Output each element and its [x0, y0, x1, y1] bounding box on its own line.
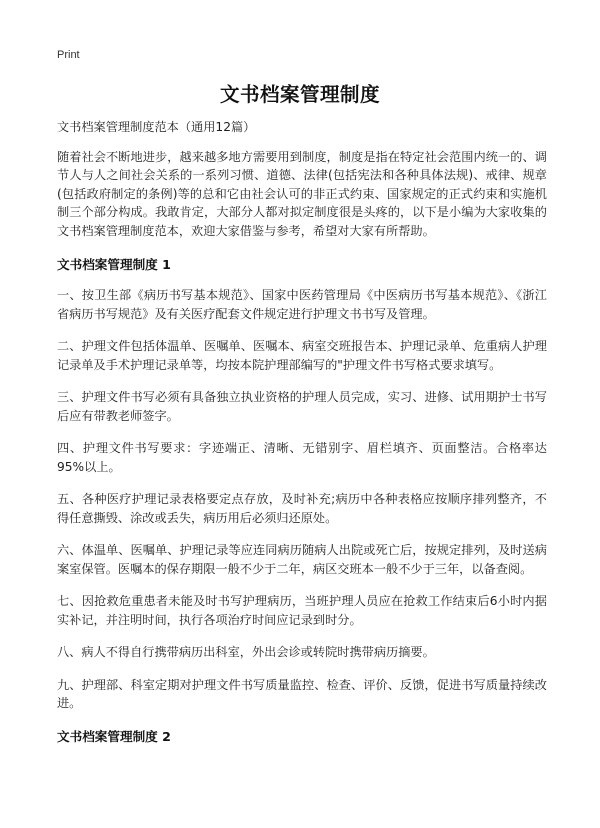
section1-item-2: 二、护理文件包括体温单、医嘱单、医嘱本、病室交班报告本、护理记录单、危重病人护理记录单及手术护理记录单等，均按本院护理部编写的"护理文件书写格式要求填写。: [57, 339, 547, 372]
document-body: [57, 118, 547, 758]
document-subtitle: 文书档案管理制度范本（通用12篇）: [57, 120, 256, 134]
intro-paragraph: 随着社会不断地进步，越来越多地方需要用到制度，制度是指在特定社会范围内统一的、调节人与人之间社会关系的一系列习惯、道德、法律(包括宪法和各种具体法规)、戒律、规章(包括政府制定的条例)等的总和它由社会认可的非正式约束、国家规定的正式约束和实施机制三个部分构成。我敢肯定，大部分人都对拟定制度很是头疼的，以下是小编为大家收集的文书档案管理制度范本，欢迎大家借鉴与参考，希望对大家有所帮助。: [57, 149, 547, 238]
section-heading-1: 文书档案管理制度 1: [57, 257, 171, 272]
section1-item-5: 五、各种医疗护理记录表格要定点存放，及时补充;病历中各种表格应按顺序排列整齐，不得任意撕毁、涂改或丢失，病历用后必须归还原处。: [57, 492, 547, 525]
document-title: 文书档案管理制度: [219, 83, 380, 106]
section1-item-1: 一、按卫生部《病历书写基本规范》、国家中医药管理局《中医病历书写基本规范》、《浙江省病历书写规范》及有关医疗配套文件规定进行护理文书书写及管理。: [57, 288, 547, 321]
section1-item-9: 九、护理部、科室定期对护理文件书写质量监控、检查、评价、反馈，促进书写质量持续改进。: [57, 677, 547, 710]
section-heading-2: 文书档案管理制度 2: [57, 728, 171, 744]
section1-item-6: 六、体温单、医嘱单、护理记录等应连同病历随病人出院或死亡后，按规定排列，及时送病案室保管。医嘱本的保存期限一般不少于二年，病区交班本一般不少于三年，以备查阅。: [57, 543, 547, 576]
section1-item-8: 八、病人不得自行携带病历出科室，外出会诊或转院时携带病历摘要。: [57, 645, 435, 659]
section1-item-4: 四、护理文件书写要求：字迹端正、清晰、无错别字、眉栏填齐、页面整洁。合格率达95%以上。: [57, 441, 547, 474]
section1-item-7: 七、因抢救危重患者未能及时书写护理病历，当班护理人员应在抢救工作结束后6小时内据实补记，并注明时间，执行各项治疗时间应记录到时分。: [57, 594, 547, 627]
section1-item-3: 三、护理文件书写必须有具备独立执业资格的护理人员完成，实习、进修、试用期护士书写后应有带教老师签字。: [57, 390, 547, 423]
print-link[interactable]: Print: [57, 49, 80, 61]
